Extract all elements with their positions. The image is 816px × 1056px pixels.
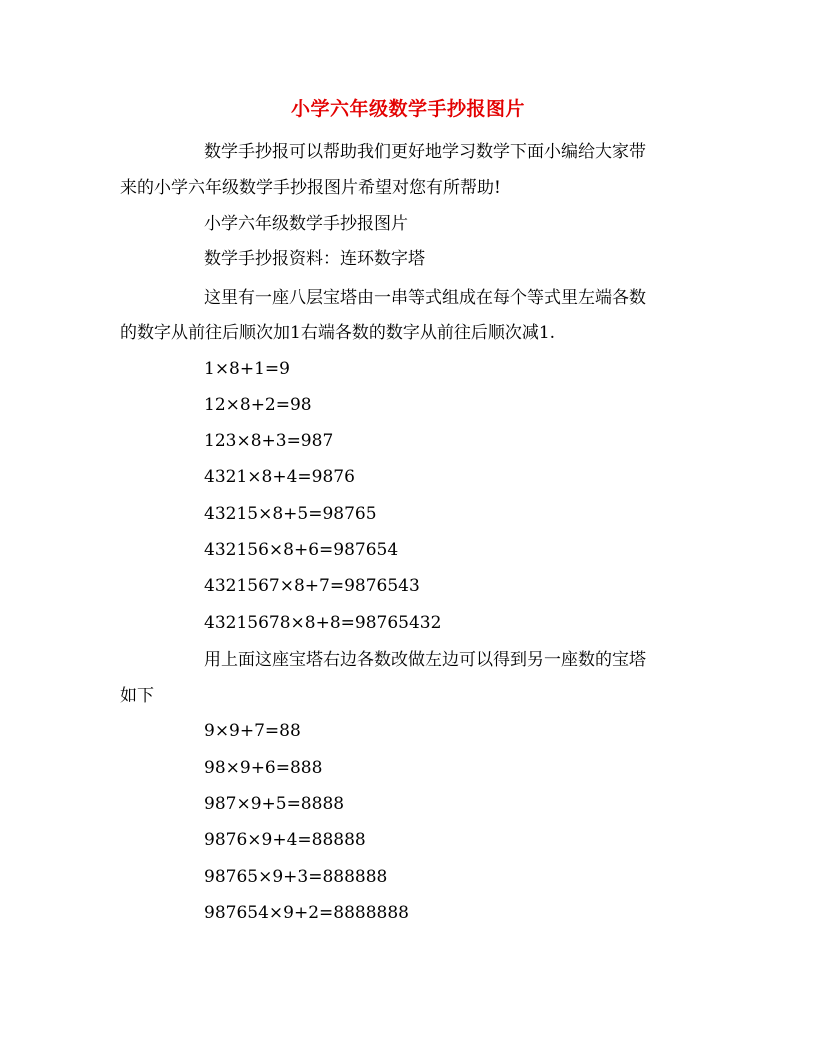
desc1-line-2: 的数字从前往后顺次加1右端各数的数字从前往后顺次减1. [120,323,556,343]
equation-row: 98×9+6=888 [204,758,323,778]
equation-row: 987654×9+2=8888888 [204,903,409,923]
equation-row: 43215×8+5=98765 [204,504,377,524]
desc1-line-1: 这里有一座八层宝塔由一串等式组成在每个等式里左端各数 [204,288,646,308]
intro-line-1: 数学手抄报可以帮助我们更好地学习数学下面小编给大家带 [204,142,646,162]
equation-row: 123×8+3=987 [204,431,334,451]
equation-row: 43215678×8+8=98765432 [204,613,442,633]
equation-row: 1×8+1=9 [204,359,290,379]
equation-row: 9×9+7=88 [204,721,301,741]
source-label: 数学手抄报资料：连环数字塔 [204,249,425,269]
desc2-line-2: 如下 [120,686,154,706]
equation-row: 12×8+2=98 [204,395,312,415]
equation-row: 98765×9+3=888888 [204,867,388,887]
equation-row: 4321567×8+7=9876543 [204,576,420,596]
document-title: 小学六年级数学手抄报图片 [290,98,525,120]
intro-line-2: 来的小学六年级数学手抄报图片希望对您有所帮助! [120,178,501,198]
equation-row: 432156×8+6=987654 [204,540,399,560]
desc2-line-1: 用上面这座宝塔右边各数改做左边可以得到另一座数的宝塔 [204,650,646,670]
equation-row: 987×9+5=8888 [204,794,345,814]
equation-row: 4321×8+4=9876 [204,467,355,487]
subtitle: 小学六年级数学手抄报图片 [204,214,408,234]
equation-row: 9876×9+4=88888 [204,830,366,850]
